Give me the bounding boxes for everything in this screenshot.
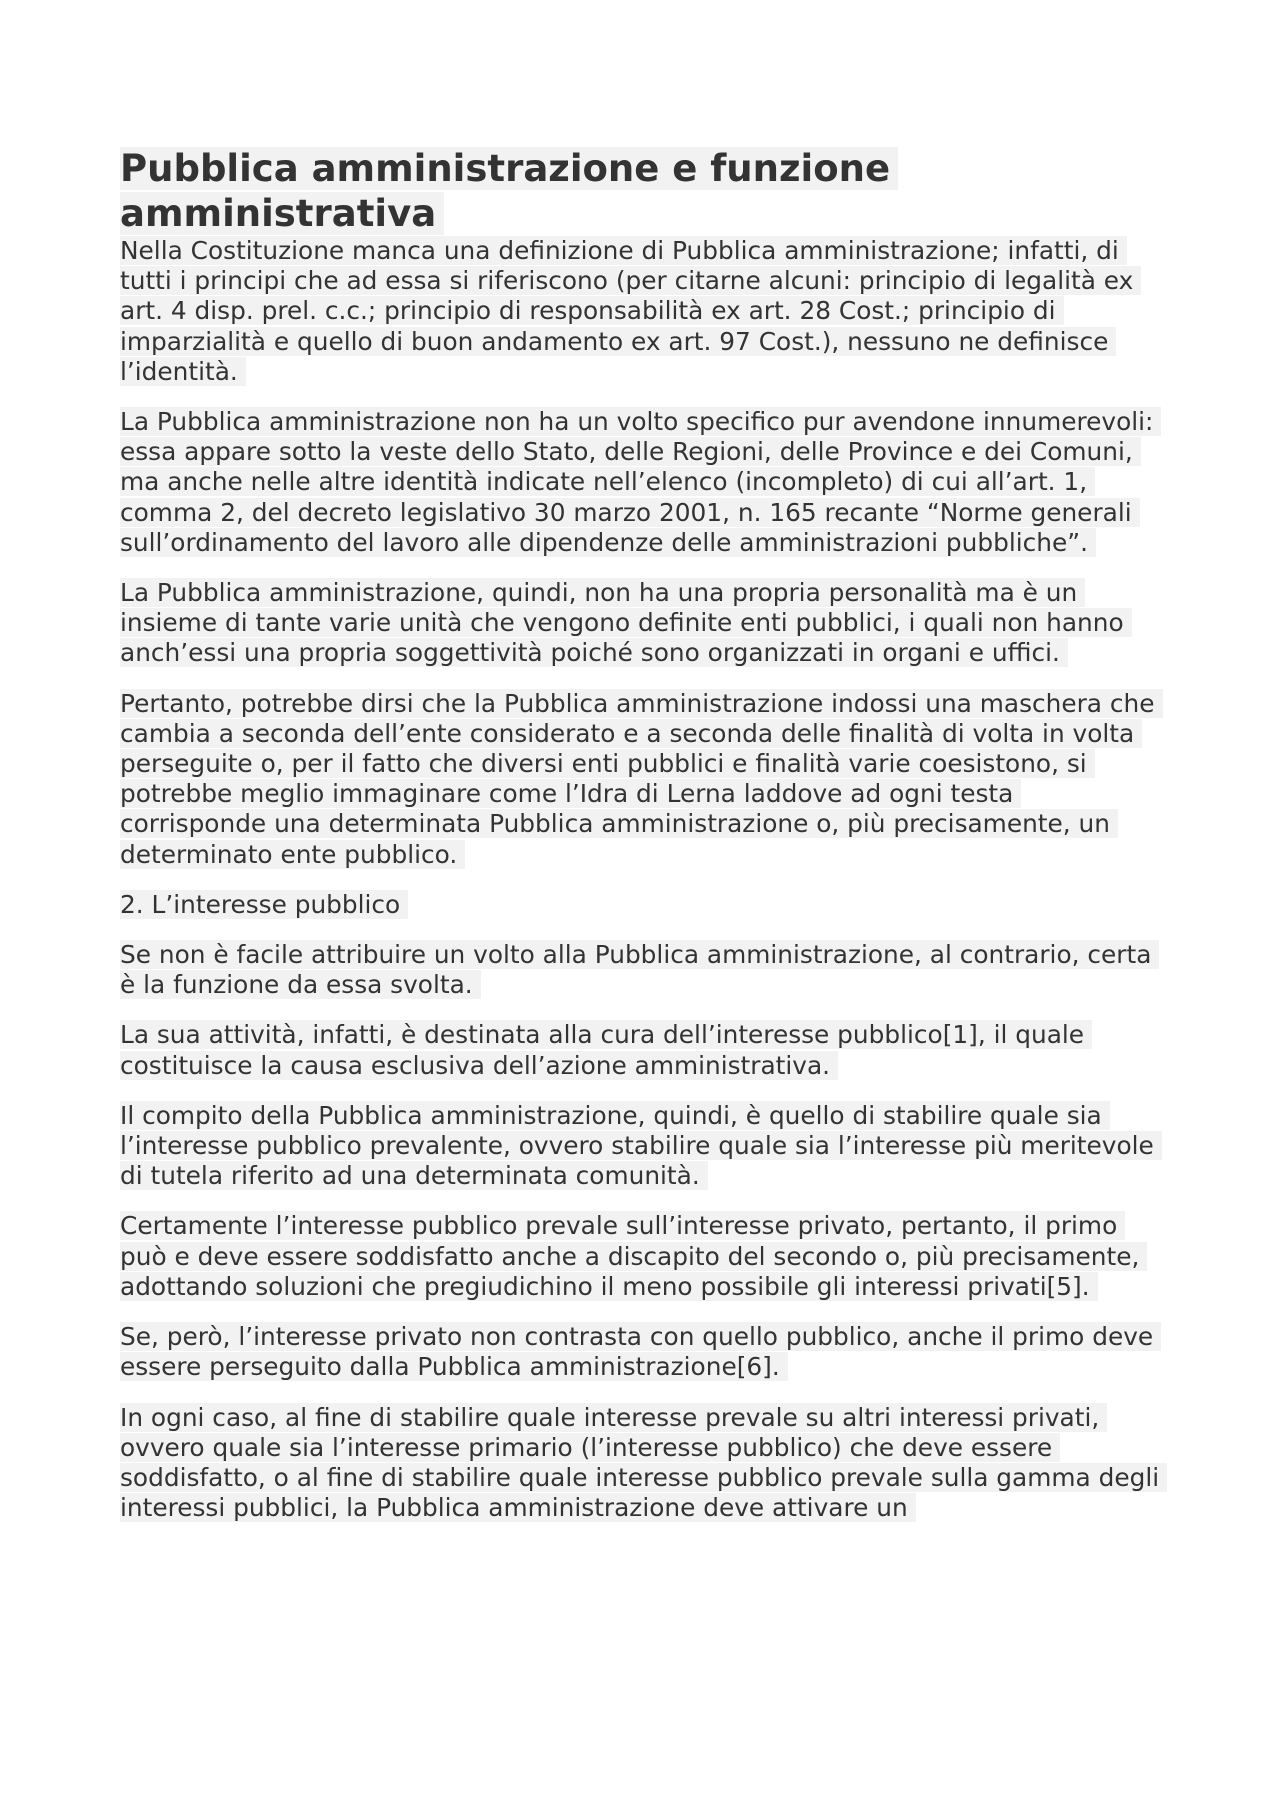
paragraph-text: Il compito della Pubblica amministrazione, quindi, è quello di stabilire quale sia l’interesse pubblico prevalente, ovvero stabilire quale sia l’interesse più meritevole di tutela riferito ad una determinata comunità. xyxy=(120,1101,1162,1190)
paragraph-6 xyxy=(120,1020,1160,1080)
document-title-text: Pubblica amministrazione e funzione amministrativa xyxy=(120,147,898,235)
paragraph-text: In ogni caso, al fine di stabilire quale interesse prevale su altri interessi privati, ovvero quale sia l’interesse primario (l’interesse pubblico) che deve essere soddisfatto, o al fine di stabilire quale interesse pubblico prevale sulla gamma degli interessi pubblici, la Pubblica amministrazione deve attivare un xyxy=(120,1403,1167,1523)
paragraph-10 xyxy=(120,1403,1160,1524)
paragraph-4 xyxy=(120,689,1160,870)
paragraph-text: Se non è facile attribuire un volto alla Pubblica amministrazione, al contrario, certa è la funzione da essa svolta. xyxy=(120,940,1159,999)
document-title xyxy=(120,146,1160,236)
paragraph-1 xyxy=(120,236,1160,387)
paragraph-text: La Pubblica amministrazione, quindi, non ha una propria personalità ma è un insieme di tante varie unità che vengono definite enti pubblici, i quali non hanno anch’essi una propria soggettività poiché sono organizzati in organi e uffici. xyxy=(120,578,1132,667)
paragraph-text: Pertanto, potrebbe dirsi che la Pubblica amministrazione indossi una maschera che cambia a seconda dell’ente considerato e a seconda delle finalità di volta in volta perseguite o, per il fatto che diversi enti pubblici e finalità varie coesistono, si potrebbe meglio immaginare come l’Idra di Lerna laddove ad ogni testa corrisponde una determinata Pubblica amministrazione o, più precisamente, un determinato ente pubblico. xyxy=(120,689,1163,869)
section-heading-text: 2. L’interesse pubblico xyxy=(120,890,408,919)
paragraph-5 xyxy=(120,940,1160,1000)
paragraph-text: Se, però, l’interesse privato non contrasta con quello pubblico, anche il primo deve essere perseguito dalla Pubblica amministrazione[6]. xyxy=(120,1322,1161,1381)
document-page xyxy=(120,146,1160,1543)
paragraph-text: La sua attività, infatti, è destinata alla cura dell’interesse pubblico[1], il quale costituisce la causa esclusiva dell’azione amministrativa. xyxy=(120,1020,1092,1079)
paragraph-8 xyxy=(120,1211,1160,1302)
paragraph-text: La Pubblica amministrazione non ha un volto specifico pur avendone innumerevoli: essa appare sotto la veste dello Stato, delle Regioni, delle Province e dei Comuni, ma anche nelle altre identità indicate nell’elenco (incompleto) di cui all’art. 1, comma 2, del decreto legislativo 30 marzo 2001, n. 165 recante “Norme generali sull’ordinamento del lavoro alle dipendenze delle amministrazioni pubbliche”. xyxy=(120,407,1161,557)
paragraph-2 xyxy=(120,407,1160,558)
paragraph-text: Certamente l’interesse pubblico prevale sull’interesse privato, pertanto, il primo può e deve essere soddisfatto anche a discapito del secondo o, più precisamente, adottando soluzioni che pregiudichino il meno possibile gli interessi privati[5]. xyxy=(120,1211,1147,1300)
paragraph-9 xyxy=(120,1322,1160,1382)
paragraph-text: Nella Costituzione manca una definizione di Pubblica amministrazione; infatti, di tutti i principi che ad essa si riferiscono (per citarne alcuni: principio di legalità ex art. 4 disp. prel. c.c.; principio di responsabilità ex art. 28 Cost.; principio di imparzialità e quello di buon andamento ex art. 97 Cost.), nessuno ne definisce l’identità. xyxy=(120,236,1141,386)
section-heading xyxy=(120,890,1160,920)
paragraph-3 xyxy=(120,578,1160,669)
paragraph-7 xyxy=(120,1101,1160,1192)
